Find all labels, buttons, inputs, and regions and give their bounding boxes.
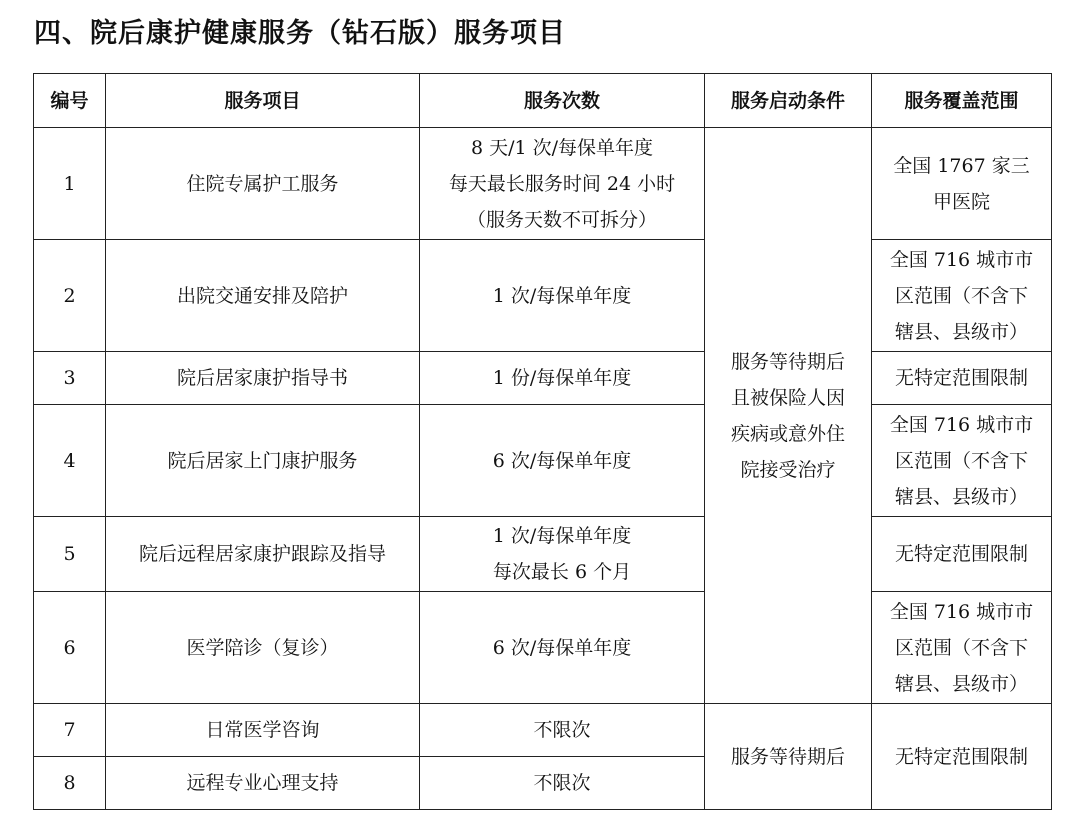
coverage-line: 辖县、县级市） [894,320,1028,343]
cell-coverage [872,240,1052,352]
condition-line: 服务等待期后 [730,350,845,373]
coverage-line: 全国 716 城市市 [889,600,1034,623]
page-title: 四、院后康护健康服务（钻石版）服务项目 [34,18,566,49]
cell-times [420,592,705,704]
cell-coverage [872,352,1052,405]
cell-coverage [872,405,1052,517]
cell-condition-group-1 [705,128,872,704]
table-row [34,128,1052,240]
times-line: 6 次/每保单年度 [492,449,632,472]
cell-no: 8 [34,757,106,810]
coverage-line: 全国 716 城市市 [889,248,1034,271]
coverage-line: 辖县、县级市） [894,672,1028,695]
cell-no: 7 [34,704,106,757]
times-line: 8 天/1 次/每保单年度 [470,136,654,159]
times-line: 不限次 [533,772,591,794]
cell-coverage [872,128,1052,240]
table-row [34,352,1052,405]
cell-coverage-group-2: 无特定范围限制 [872,704,1052,810]
cell-coverage [872,592,1052,704]
condition-line: 院接受治疗 [740,458,836,481]
cell-item: 远程专业心理支持 [106,757,420,810]
coverage-line: 区范围（不含下 [894,284,1028,307]
cell-times [420,757,705,810]
condition-line: 疾病或意外住 [730,422,845,445]
coverage-line: 全国 716 城市市 [889,413,1034,436]
coverage-line: 全国 1767 家三 [893,154,1030,177]
cell-item: 院后居家康护指导书 [106,352,420,405]
cell-item: 日常医学咨询 [106,704,420,757]
cell-item: 院后远程居家康护跟踪及指导 [106,517,420,592]
cell-item: 出院交通安排及陪护 [106,240,420,352]
condition-line: 且被保险人因 [730,386,845,409]
coverage-line: 区范围（不含下 [894,449,1028,472]
cell-no: 6 [34,592,106,704]
coverage-line: 区范围（不含下 [894,636,1028,659]
header-condition: 服务启动条件 [705,74,872,128]
times-line: （服务天数不可拆分） [466,208,657,231]
cell-no: 5 [34,517,106,592]
service-table [33,73,1052,810]
table-row [34,592,1052,704]
header-no: 编号 [34,74,106,128]
times-line: 1 次/每保单年度 [492,284,632,307]
table-row [34,240,1052,352]
times-line: 6 次/每保单年度 [492,636,632,659]
table-row [34,405,1052,517]
cell-times [420,128,705,240]
cell-no: 3 [34,352,106,405]
cell-item: 住院专属护工服务 [106,128,420,240]
cell-times [420,352,705,405]
header-coverage: 服务覆盖范围 [872,74,1052,128]
table-row [34,704,1052,757]
cell-no: 1 [34,128,106,240]
header-item: 服务项目 [106,74,420,128]
coverage-line: 无特定范围限制 [894,543,1028,565]
table-header-row [34,74,1052,128]
cell-times [420,517,705,592]
cell-item: 院后居家上门康护服务 [106,405,420,517]
header-times: 服务次数 [420,74,705,128]
times-line: 每天最长服务时间 24 小时 [448,172,676,195]
coverage-line: 辖县、县级市） [894,485,1028,508]
table-row [34,517,1052,592]
cell-coverage [872,517,1052,592]
cell-condition-group-2: 服务等待期后 [705,704,872,810]
cell-times [420,240,705,352]
times-line: 1 份/每保单年度 [492,367,632,389]
coverage-line: 甲医院 [932,190,990,213]
times-line: 每次最长 6 个月 [492,561,632,583]
cell-no: 4 [34,405,106,517]
coverage-line: 无特定范围限制 [894,367,1028,389]
cell-times [420,704,705,757]
times-line: 1 次/每保单年度 [492,525,632,547]
cell-item: 医学陪诊（复诊） [106,592,420,704]
times-line: 不限次 [533,719,591,741]
cell-times [420,405,705,517]
cell-no: 2 [34,240,106,352]
